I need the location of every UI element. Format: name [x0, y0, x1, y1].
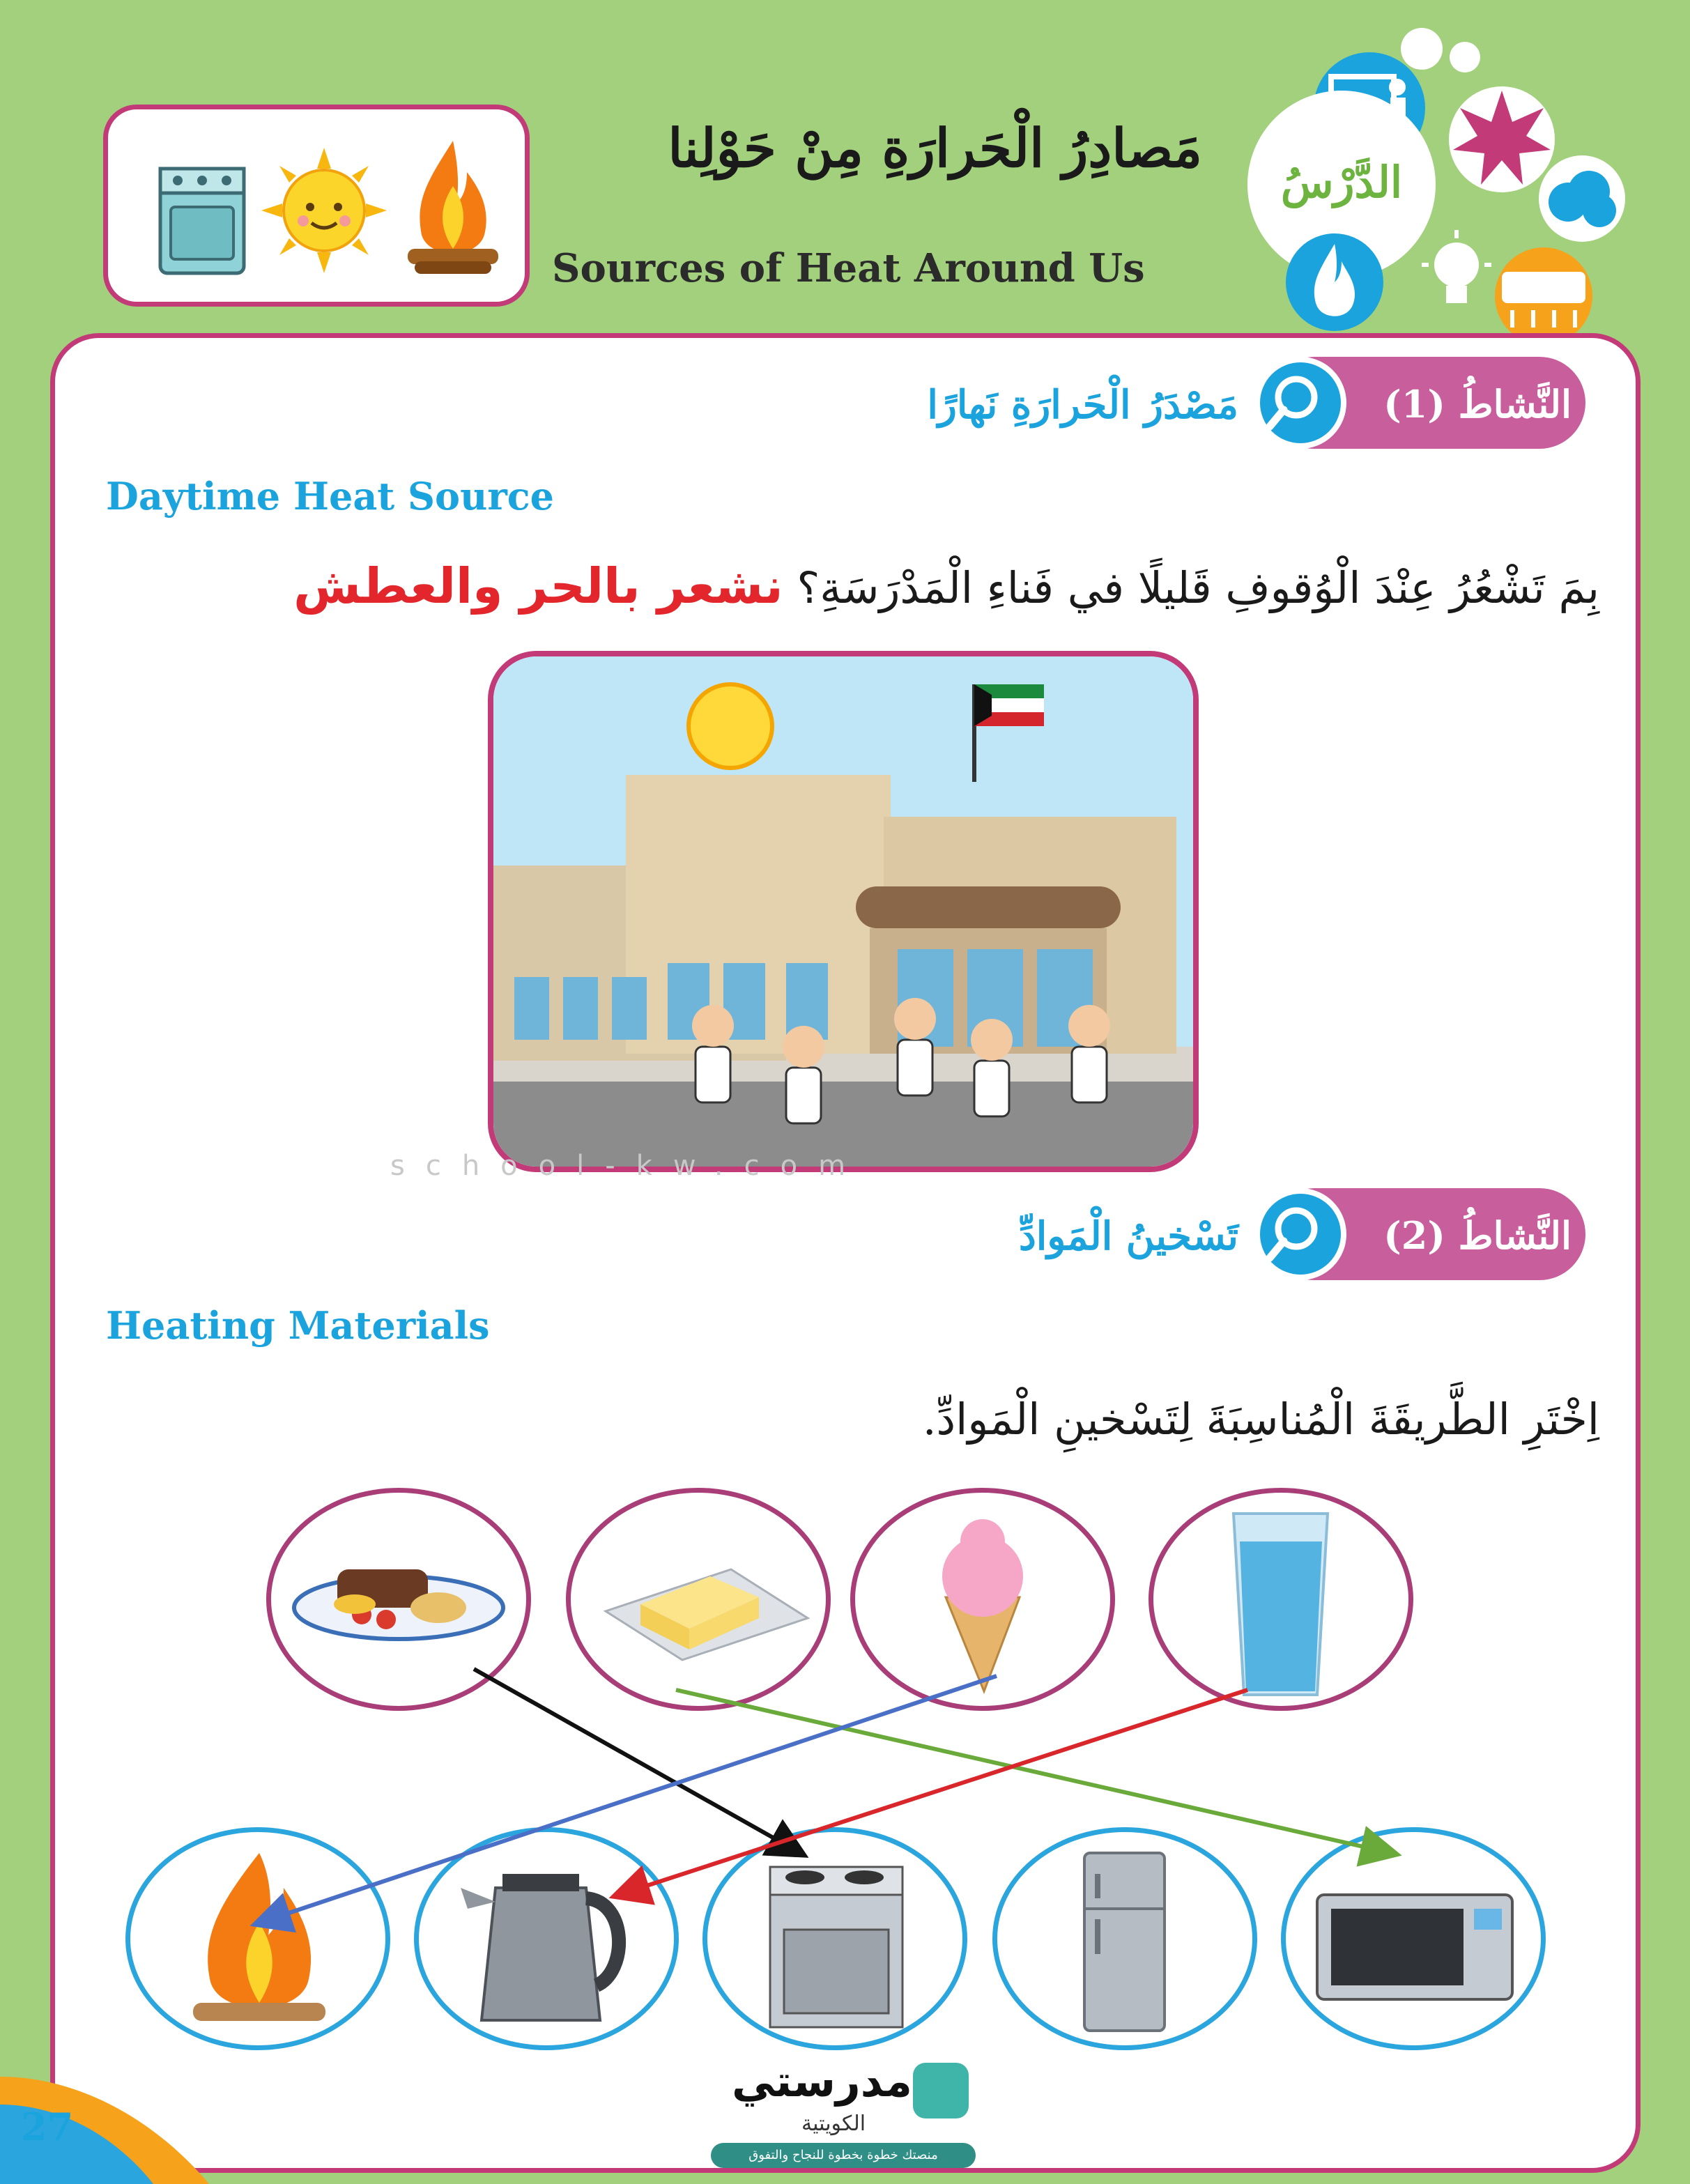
logo-mark-icon [913, 2063, 969, 2118]
method-circle-refrigerator[interactable] [992, 1827, 1257, 2050]
logo-tagline: منصتك خطوة بخطوة للنجاح والتفوق [711, 2143, 976, 2168]
header-icon-box [103, 105, 530, 307]
handwritten-answer: نشعر بالحر والعطش [293, 557, 783, 615]
material-circle-water[interactable] [1149, 1488, 1413, 1711]
stove-icon [707, 1832, 962, 2045]
magnifier-icon [1254, 1188, 1346, 1280]
smoke-cloud-icon [1537, 153, 1627, 244]
refrigerator-icon [997, 1832, 1252, 2045]
water-glass-icon [1153, 1493, 1408, 1706]
light-bulb-icon [1418, 230, 1495, 314]
school-yard-illustration [488, 651, 1199, 1172]
lesson-label: الدَّرْسُ [1280, 157, 1403, 208]
page-title-arabic: مَصادِرُ الْحَرارَةِ مِنْ حَوْلِنا [668, 117, 1202, 179]
method-circle-kettle[interactable] [414, 1827, 679, 2050]
activity-2-instruction: اِخْتَرِ الطَّريقَةَ الْمُناسِبَةَ لِتَسْخينِ الْمَوادِّ. [922, 1394, 1599, 1445]
method-circle-microwave[interactable] [1281, 1827, 1546, 2050]
activity-2-label: النَّشاطُ (2) [1383, 1213, 1572, 1258]
activity-2-title-arabic: تَسْخينُ الْمَوادِّ [1018, 1213, 1238, 1259]
activity-2-title-english: Heating Materials [106, 1303, 490, 1348]
kettle-icon [419, 1832, 674, 2045]
microwave-icon [1286, 1832, 1541, 2045]
magnifier-icon [1254, 357, 1346, 449]
steak-plate-icon [271, 1493, 526, 1706]
madrasati-logo [711, 2056, 976, 2174]
campfire-icon [130, 1832, 385, 2045]
page-number: 27 [21, 2105, 74, 2149]
logo-brand: مدرستي [732, 2056, 912, 2107]
activity-1-title-arabic: مَصْدَرُ الْحَرارَةِ نَهارًا [927, 382, 1238, 428]
stove-icon [157, 165, 247, 277]
material-circle-butter[interactable] [566, 1488, 831, 1711]
page-title-english: Sources of Heat Around Us [552, 245, 1145, 291]
watermark-text: school-kw.com [390, 1150, 867, 1182]
question-text: بِمَ تَشْعُرُ عِنْدَ الْوُقوفِ قَليلًا في فَناءِ الْمَدْرَسَةِ؟ [797, 562, 1599, 613]
material-circle-steak[interactable] [266, 1488, 531, 1711]
logo-subtitle: الكويتية [801, 2112, 866, 2136]
method-circle-stove[interactable] [702, 1827, 967, 2050]
sun-icon [261, 148, 387, 273]
air-conditioner-icon [1484, 244, 1603, 341]
method-circle-campfire[interactable] [125, 1827, 390, 2050]
material-circle-ice-cream[interactable] [850, 1488, 1115, 1711]
butter-icon [571, 1493, 826, 1706]
activity-1-title-english: Daytime Heat Source [106, 474, 555, 518]
fire-icon [401, 137, 505, 277]
activity-1-label: النَّشاطُ (1) [1383, 382, 1572, 426]
thought-bubble-small [1450, 42, 1480, 72]
activity-1-question [293, 557, 1599, 615]
ice-cream-icon [855, 1493, 1110, 1706]
flame-icon [1282, 230, 1387, 334]
